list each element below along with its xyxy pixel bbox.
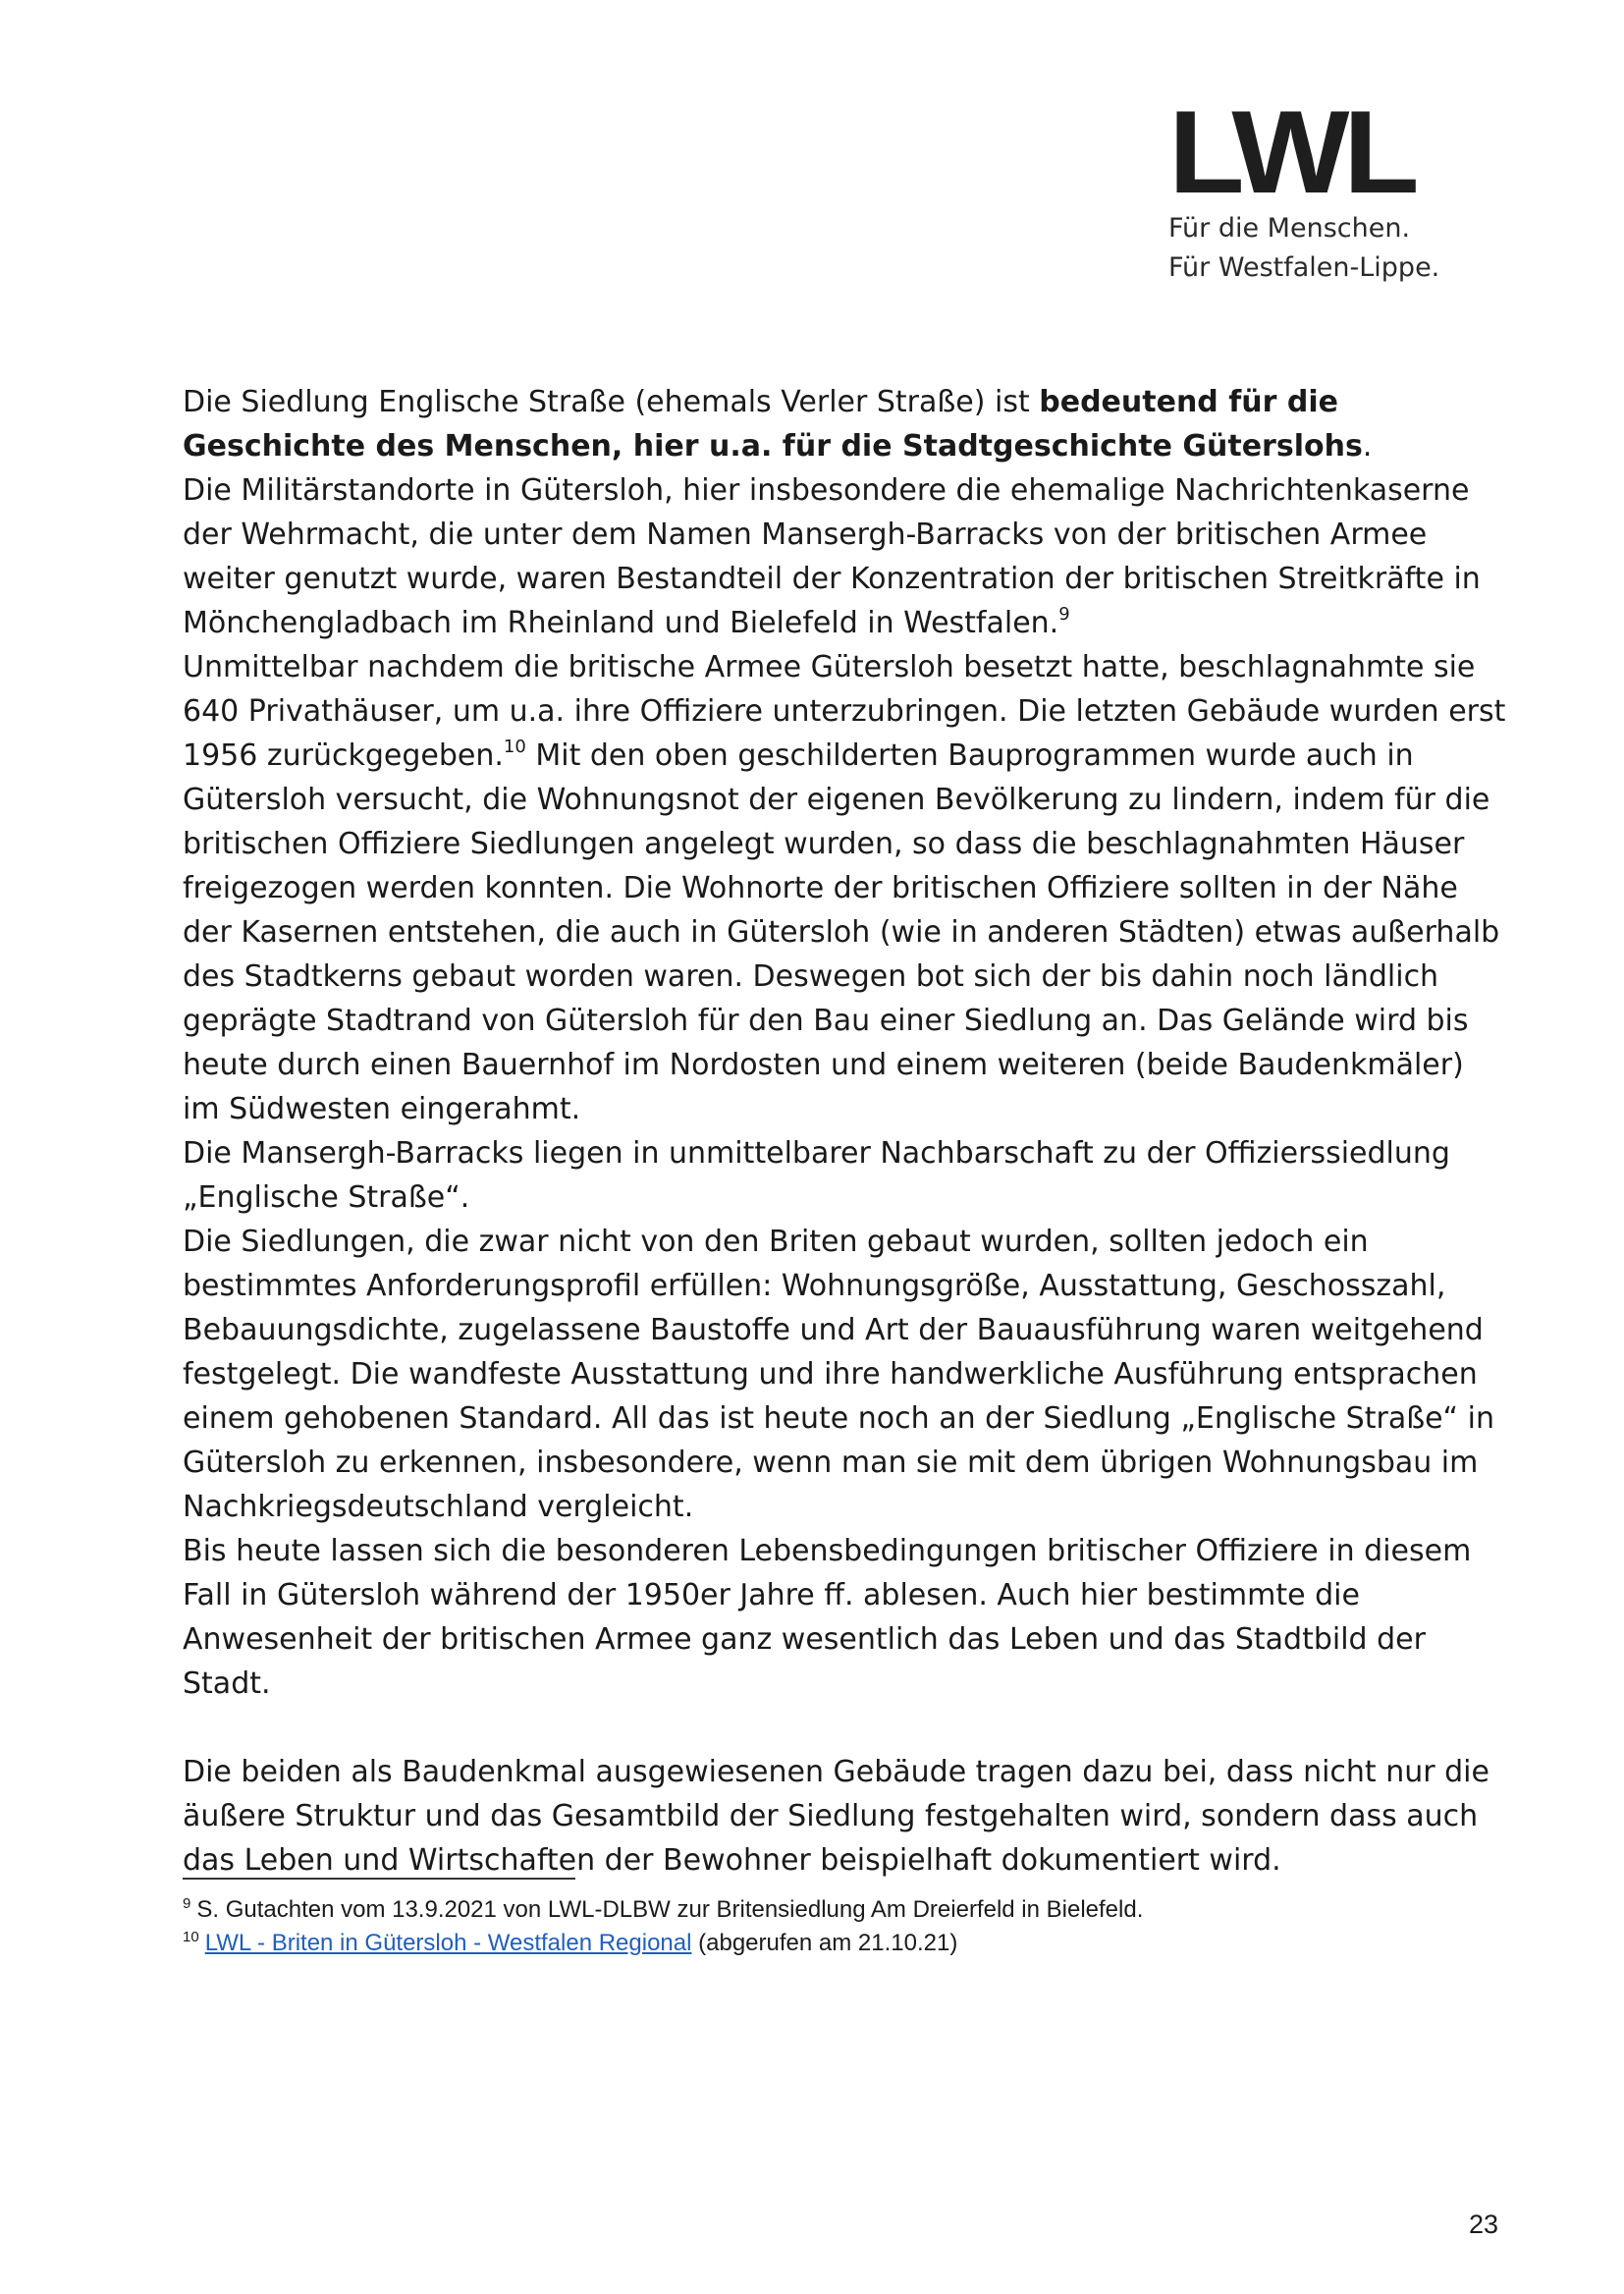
page-number: 23 — [1469, 2210, 1499, 2239]
footnote-10 — [183, 1927, 1508, 1960]
lwl-logo — [1168, 86, 1463, 288]
paragraph-6: Bis heute lassen sich die besonderen Lebensbedingungen britischer Offiziere in diesem Fall in Gütersloh während der 1950er Jahre ff. ablesen. Auch hier bestimmte die Anwesenheit der britischen Armee ganz wesentlich das Leben und das Stadtbild der Stadt. — [183, 1534, 1472, 1701]
paragraph-gap — [183, 1706, 1508, 1750]
logo-tagline-2: Für Westfalen-Lippe. — [1168, 252, 1440, 283]
paragraph-4: Die Mansergh-Barracks liegen in unmittelbarer Nachbarschaft zu der Offizierssiedlung „Englische Straße“. — [183, 1136, 1450, 1215]
paragraph-1-end: . — [1362, 429, 1373, 464]
paragraph-3-text-b: Mit den oben geschilderten Bauprogrammen wurde auch in Gütersloh versucht, die Wohnungsnot der eigenen Bevölkerung zu lindern, indem für die britischen Offiziere Siedlungen angelegt wurden, so dass die beschlagnahmten Häuser freigezogen werden konnten. Die Wohnorte der britischen Offiziere sollten in der Nähe der Kasernen entstehen, die auch in Gütersloh (wie in anderen Städten) etwas außerhalb des Stadtkerns gebaut worden waren. Deswegen bot sich der bis dahin noch ländlich geprägte Stadtrand von Gütersloh für den Bau einer Siedlung an. Das Gelände wird bis heute durch einen Bauernhof im Nordosten und einem weiteren (beide Baudenkmäler) im Südwesten eingerahmt. — [183, 738, 1500, 1126]
footnote-9-text: S. Gutachten vom 13.9.2021 von LWL-DLBW zur Britensiedlung Am Dreierfeld in Bielefeld. — [196, 1896, 1144, 1923]
footnote-10-mark: 10 — [183, 1929, 199, 1945]
footnotes — [183, 1893, 1508, 1960]
body-text — [183, 380, 1508, 1883]
paragraph-2 — [183, 468, 1508, 645]
footnote-separator — [183, 1878, 575, 1880]
paragraph-7: Die beiden als Baudenkmal ausgewiesenen Gebäude tragen dazu bei, dass nicht nur die äußere Struktur und das Gesamtbild der Siedlung festgehalten wird, sondern dass auch das Leben und Wirtschaften der Bewohner beispielhaft dokumentiert wird. — [183, 1755, 1489, 1878]
footnote-10-text: (abgerufen am 21.10.21) — [691, 1930, 958, 1956]
footnote-ref-10: 10 — [503, 737, 526, 757]
paragraph-2-text: Die Militärstandorte in Gütersloh, hier insbesondere die ehemalige Nachrichtenkaserne der Wehrmacht, die unter dem Namen Mansergh-Barracks von der britischen Armee weiter genutzt wurde, waren Bestandteil der Konzentration der britischen Streitkräfte in Mönchengladbach im Rheinland und Bielefeld in Westfalen. — [183, 473, 1481, 640]
footnote-9 — [183, 1893, 1508, 1927]
paragraph-3 — [183, 645, 1508, 1131]
paragraph-5: Die Siedlungen, die zwar nicht von den Briten gebaut wurden, sollten jedoch ein bestimmtes Anforderungsprofil erfüllen: Wohnungsgröße, Ausstattung, Geschosszahl, Bebauungsdichte, zugelassene Baustoffe und Art der Bauausführung waren weitgehend festgelegt. Die wandfeste Ausstattung und ihre handwerkliche Ausführung entsprachen einem gehobenen Standard. All das ist heute noch an der Siedlung „Englische Straße“ in Gütersloh zu erkennen, insbesondere, wenn man sie mit dem übrigen Wohnungsbau im Nachkriegsdeutschland vergleicht. — [183, 1225, 1494, 1524]
logo-tagline-1: Für die Menschen. — [1168, 213, 1411, 244]
footnote-ref-9: 9 — [1058, 604, 1070, 625]
paragraph-1 — [183, 380, 1508, 468]
footnote-9-mark: 9 — [183, 1895, 191, 1912]
paragraph-1-bold: bedeutend für die Geschichte des Menschen, hier u.a. für die Stadtgeschichte Güterslohs — [183, 385, 1363, 464]
logo-wordmark: LWL — [1168, 86, 1414, 218]
footnote-10-link[interactable]: LWL - Briten in Gütersloh - Westfalen Regional — [204, 1930, 692, 1956]
paragraph-3-text-a: Unmittelbar nachdem die britische Armee Gütersloh besetzt hatte, beschlagnahmte sie 640 Privathäuser, um u.a. ihre Offiziere unterzubringen. Die letzten Gebäude wurden erst 1956 zurückgegeben. — [183, 650, 1506, 773]
paragraph-1-start: Die Siedlung Englische Straße (ehemals Verler Straße) ist — [183, 385, 1040, 419]
